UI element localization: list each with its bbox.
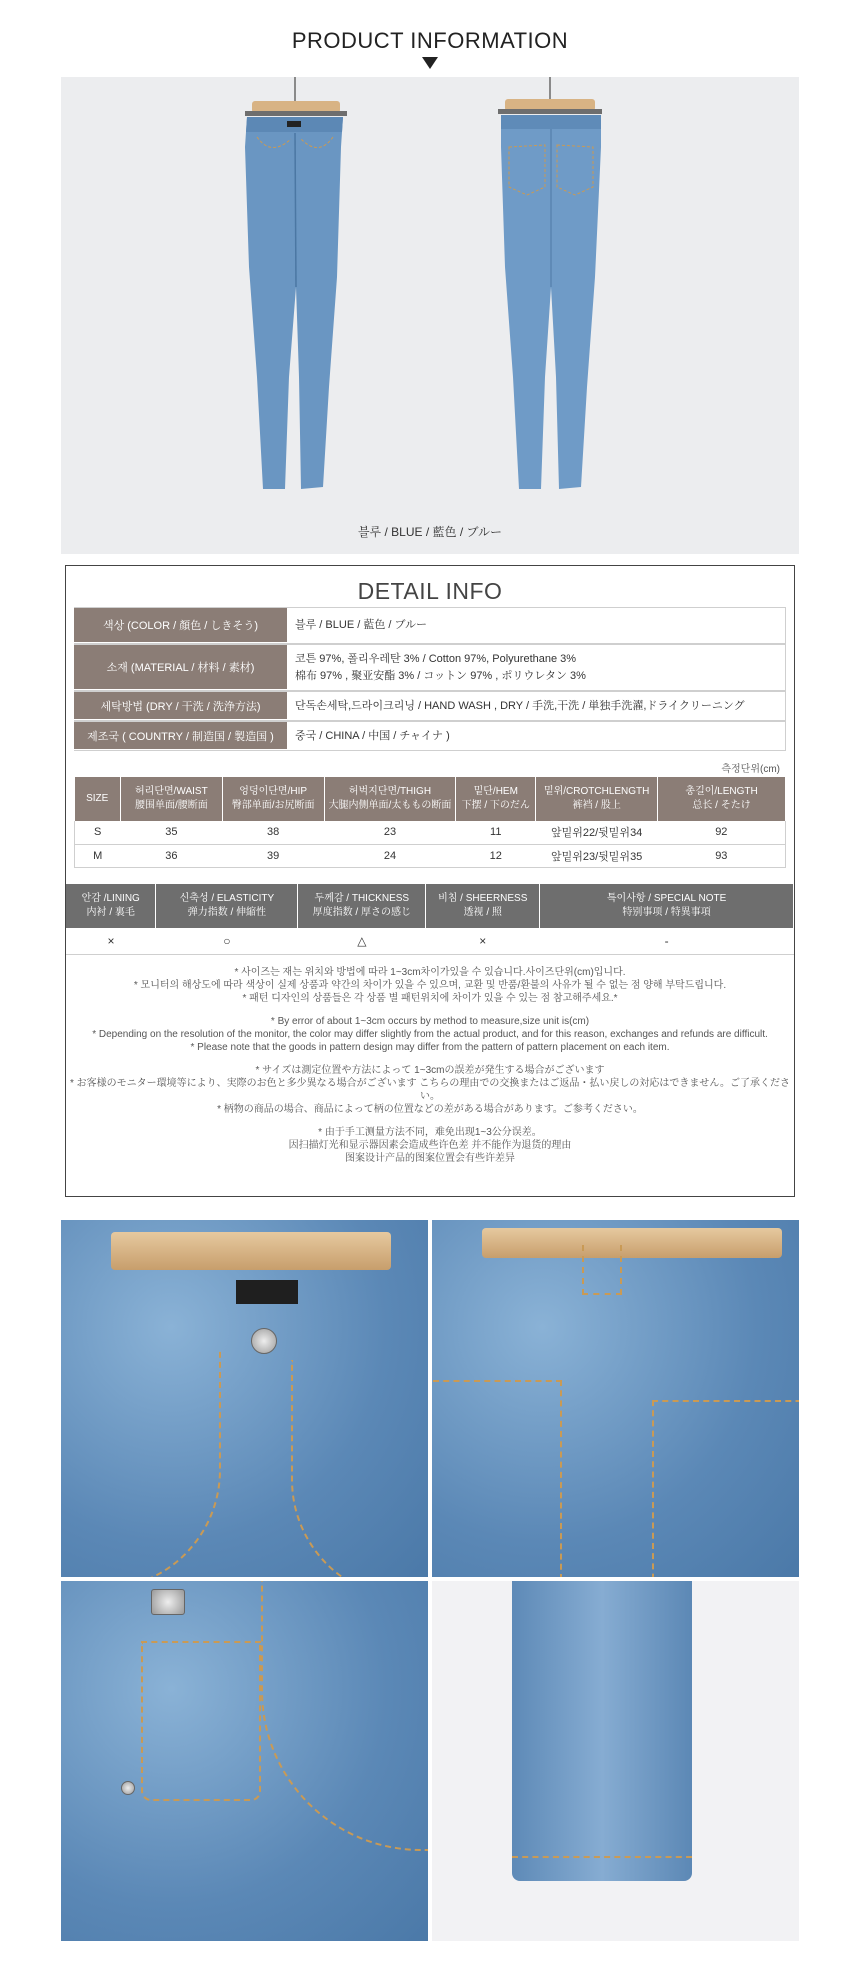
spec-value [287, 608, 786, 643]
size-cell: 36 [120, 844, 222, 867]
header-top: 허벅지단면/THIGH [348, 786, 432, 797]
spec-row-wash [74, 691, 786, 721]
lining-value: × [66, 928, 156, 954]
spec-value [287, 645, 786, 690]
spec-row-material [74, 644, 786, 691]
coin-pocket-image [141, 1641, 261, 1801]
hem-stitch-image [512, 1856, 692, 1858]
seam-image [261, 1581, 428, 1851]
feature-header-cell [426, 884, 540, 928]
back-pocket-image [652, 1400, 799, 1577]
note-line: * By error of about 1~3cm occurs by method to measure,size unit is(cm) [270, 1016, 590, 1027]
size-header-cell [222, 777, 324, 821]
spec-label: 세탁방법 (DRY / 干洗 / 洗浄方法) [74, 692, 287, 720]
size-header-cell [120, 777, 222, 821]
spec-row-country [74, 721, 786, 751]
size-cell: 11 [456, 821, 536, 844]
hanger-image [111, 1232, 391, 1270]
note-line: * 사이즈는 재는 위치와 방법에 따라 1~3cm차이가있을 수 있습니다.사이즈단위(cm)입니다. [234, 967, 626, 978]
header-top: 총길이/LENGTH [685, 786, 758, 797]
header-bottom: 厚度指数 / 厚さの感じ [312, 907, 411, 918]
size-header-cell [658, 777, 786, 821]
notes-korean [66, 966, 794, 1005]
jeans-front-back-illustration [61, 77, 799, 554]
size-header-cell [324, 777, 456, 821]
thickness-value: △ [298, 928, 426, 954]
header-top: 엉덩이단면/HIP [239, 786, 308, 797]
detail-photo-coin-pocket [61, 1581, 428, 1941]
down-arrow-icon [422, 57, 438, 69]
detail-info-title: DETAIL INFO [357, 578, 503, 604]
note-line: 因扫描灯光和显示器因素会造成些许色差 并不能作为退货的理由 [288, 1140, 572, 1151]
size-cell: 93 [658, 844, 786, 867]
sheerness-value: × [426, 928, 540, 954]
seam-image [71, 1350, 221, 1577]
product-spec-table [74, 607, 786, 751]
detail-photo-back-waist [432, 1220, 799, 1577]
spec-value-line: 중국 / CHINA / 中国 / チャイナ ) [295, 729, 450, 742]
spec-label: 색상 (COLOR / 顏色 / しきそう) [74, 608, 287, 643]
detail-photo-hem [432, 1581, 799, 1941]
belt-loop-image [582, 1245, 622, 1295]
spec-value [287, 692, 786, 720]
seam-image [291, 1360, 428, 1577]
elasticity-value: ○ [156, 928, 298, 954]
spec-value-line: 단독손세탁,드라이크리닝 / HAND WASH , DRY / 手洗,干洗 / 単独手洗濯,ドライクリーニング [295, 699, 745, 712]
size-cell: 38 [222, 821, 324, 844]
spec-value-line: 블루 / BLUE / 藍色 / ブルー [295, 619, 428, 631]
note-line: 图案设计产品的图案位置会有些许差异 [345, 1153, 515, 1164]
header-bottom: 透视 / 照 [463, 907, 502, 918]
size-cell: S [75, 821, 121, 844]
page-title: PRODUCT INFORMATION [291, 28, 569, 53]
feature-header-cell [66, 884, 156, 928]
notes-chinese [66, 1126, 794, 1165]
note-line: * サイズは測定位置や方法によって 1~3cmの誤差が発生する場合がございます [255, 1065, 605, 1076]
leg-hem-image [512, 1581, 692, 1881]
note-line: * お客様のモニター環境等により、実際のお色と多少異なる場合がございます こちらの理由での交換またはご返品・払い戻しの対応はできません。ご了承ください。 [69, 1078, 791, 1102]
detail-info-panel [65, 565, 795, 1197]
rivet-image [121, 1781, 135, 1795]
note-line: * 모니터의 해상도에 따라 색상이 실제 상품과 약간의 차이가 있을 수 있으며, 교환 및 반품/환불의 사유가 될 수 없는 점 양해 부탁드립니다. [133, 980, 727, 991]
size-cell: 앞밑위22/뒷밑위34 [536, 821, 658, 844]
size-table-header [75, 777, 786, 821]
header-top: 특이사항 / SPECIAL NOTE [606, 893, 727, 904]
size-row-s [75, 821, 786, 844]
feature-values-row [66, 928, 794, 954]
note-line: * 柄物の商品の場合、商品によって柄の位置などの差がある場合があります。ご参考ください。 [217, 1104, 643, 1115]
feature-table-header [66, 884, 794, 928]
header-bottom: 下摆 / 下のだん [461, 800, 530, 811]
feature-header-cell [298, 884, 426, 928]
note-line: * Depending on the resolution of the monitor, the color may differ slightly from the actual product, and for this reason, exchanges and refunds are difficult. [92, 1029, 768, 1040]
note-line: * 由于手工测量方法不同，难免出现1~3公分误差。 [318, 1127, 542, 1138]
header-bottom: 臀部单面/お尻断面 [231, 800, 315, 811]
header-bottom: 弹力指数 / 伸縮性 [187, 907, 267, 918]
hero-product-photo [61, 77, 799, 554]
spec-value [287, 722, 786, 750]
size-cell: 앞밑위23/뒷밑위35 [536, 844, 658, 867]
feature-header-cell [156, 884, 298, 928]
header-top: 비침 / SHEERNESS [438, 893, 528, 904]
header-top: 신축성 / ELASTICITY [179, 893, 275, 904]
size-cell: 92 [658, 821, 786, 844]
spec-row-color [74, 607, 786, 644]
header-bottom: 裤裆 / 股上 [572, 800, 621, 811]
hanger-image [482, 1228, 782, 1258]
notes-english [66, 1015, 794, 1054]
size-row-m [75, 844, 786, 867]
feature-table [66, 884, 794, 955]
label-patch-image [236, 1280, 298, 1304]
size-header-cell [75, 777, 121, 821]
back-pocket-image [432, 1380, 562, 1577]
spec-label: 소재 (MATERIAL / 材料 / 素材) [74, 645, 287, 690]
size-cell: 12 [456, 844, 536, 867]
header-top: 밑위/CROTCHLENGTH [543, 786, 650, 797]
special-note-value: - [540, 928, 794, 954]
header-top: 허리단면/WAIST [135, 786, 208, 797]
header-bottom: 大腿内侧单面/太ももの断面 [328, 800, 452, 811]
header-bottom: 特别事项 / 特異事項 [622, 907, 711, 918]
size-cell: 35 [120, 821, 222, 844]
notes-japanese [66, 1064, 794, 1116]
header-top: SIZE [86, 793, 109, 804]
header-bottom: 内衬 / 裏毛 [86, 907, 135, 918]
rivet-image [151, 1589, 185, 1615]
spec-value-line: 棉布 97% , 聚亚安酯 3% / コットン 97% , ポリウレタン 3% [295, 669, 586, 682]
header-top: 두께감 / THICKNESS [314, 893, 410, 904]
button-image [251, 1328, 277, 1354]
size-header-cell [536, 777, 658, 821]
spec-value-line: 코튼 97%, 폴리우레탄 3% / Cotton 97%, Polyurethane 3% [295, 652, 577, 665]
size-cell: 24 [324, 844, 456, 867]
header-top: 안감 /LINING [81, 893, 140, 904]
size-cell: M [75, 844, 121, 867]
feature-header-cell [540, 884, 794, 928]
spec-label: 제조국 ( COUNTRY / 制造国 / 製造国 ) [74, 722, 287, 750]
size-table [74, 777, 786, 868]
measurement-unit-note: 측정단위(cm) [721, 764, 780, 775]
header-bottom: 总长 / そたけ [692, 800, 751, 811]
size-header-cell [456, 777, 536, 821]
size-cell: 39 [222, 844, 324, 867]
disclaimer-notes [66, 966, 794, 1175]
header-top: 밑단/HEM [473, 786, 518, 797]
note-line: * Please note that the goods in pattern design may differ from the pattern of pattern placement on each item. [190, 1042, 670, 1053]
size-cell: 23 [324, 821, 456, 844]
note-line: * 패턴 디자인의 상품들은 각 상품 별 패턴위치에 차이가 있을 수 있는 점 참고해주세요.* [242, 993, 618, 1004]
hero-color-caption: 블루 / BLUE / 藍色 / ブルー [357, 525, 503, 539]
detail-photo-front-waist [61, 1220, 428, 1577]
header-bottom: 腰围单面/腰断面 [134, 800, 208, 811]
